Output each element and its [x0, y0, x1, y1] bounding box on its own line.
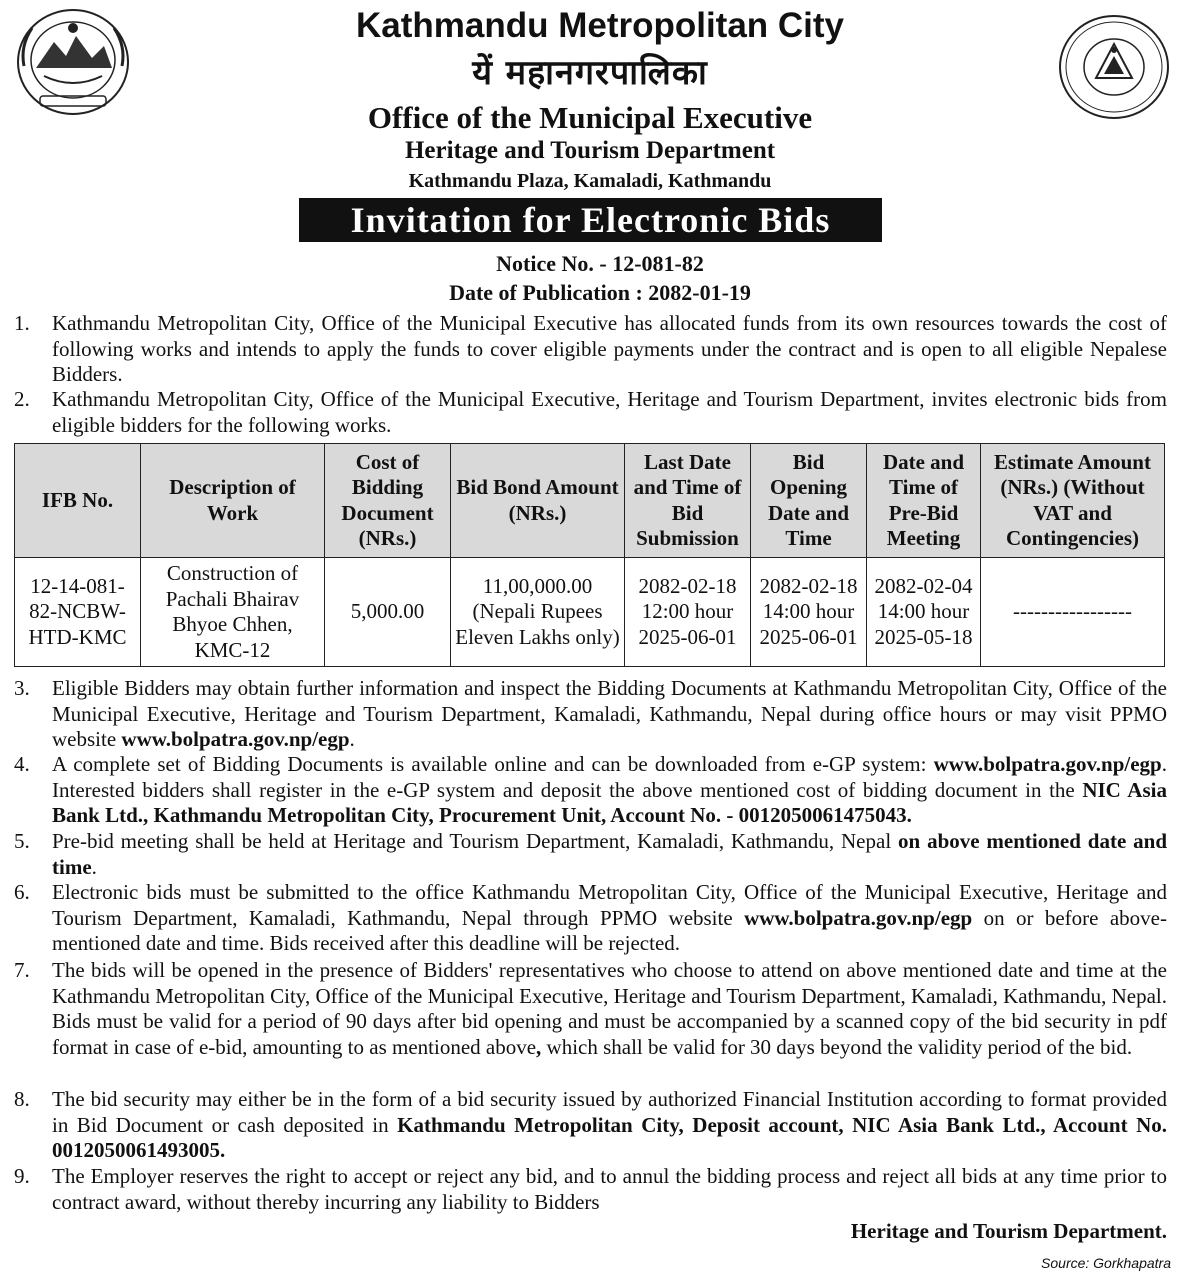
- emphasis-text: ,: [536, 1034, 542, 1059]
- text-run: .: [91, 854, 97, 879]
- paragraph-number: 7.: [14, 958, 30, 982]
- paragraph-text: The Employer reserves the right to accept or reject any bid, and to annul the bidding process and reject all bids at any time prior to contract award, without thereby incurring any liability to Bidders: [52, 1164, 1167, 1214]
- text-run: Pre-bid meeting shall be held at Heritage and Tourism Department, Kamaladi, Kathmandu, Nepal: [52, 829, 899, 853]
- cell-estimate: -----------------: [981, 558, 1165, 667]
- paragraph-8: [14, 1087, 1167, 1164]
- paragraph-text: [52, 1087, 1167, 1164]
- office-title: Office of the Municipal Executive: [367, 100, 813, 135]
- paragraph-2: [14, 387, 1167, 438]
- kmc-seal-icon: [1058, 14, 1170, 120]
- emphasis-text: on above mentioned date and time: [52, 829, 1168, 879]
- header-opening-date: Bid Opening Date and Time: [751, 444, 867, 558]
- cell-ifb-no: 12-14-081-82-NCBW-HTD-KMC: [15, 558, 141, 667]
- paragraph-number: 1.: [14, 311, 30, 335]
- paragraph-number: 4.: [14, 752, 30, 776]
- table-header-row: [15, 444, 1165, 558]
- paragraph-9: [14, 1164, 1167, 1215]
- paragraph-3: [14, 676, 1167, 753]
- header-ifb-no: IFB No.: [15, 444, 141, 558]
- nepal-emblem-icon: [14, 6, 132, 118]
- paragraph-number: 8.: [14, 1087, 30, 1111]
- department-title: Heritage and Tourism Department: [404, 137, 776, 164]
- source-credit: Source: Gorkhapatra: [1041, 1255, 1171, 1271]
- website-link[interactable]: www.bolpatra.gov.np/egp: [121, 727, 350, 752]
- notice-number: Notice No. - 12-081-82: [496, 251, 704, 276]
- website-link[interactable]: www.bolpatra.gov.np/egp: [933, 752, 1162, 776]
- bid-table: [14, 443, 1165, 667]
- text-run: on or before above-mentioned date and time. Bids received after this deadline will be rejected.: [52, 905, 1167, 956]
- header-estimate: Estimate Amount (NRs.) (Without VAT and Contingencies): [981, 444, 1165, 558]
- text-run: .: [349, 727, 355, 752]
- cell-bid-bond: 11,00,000.00 (Nepali Rupees Eleven Lakhs only): [451, 558, 625, 667]
- paragraph-text: [52, 829, 1167, 880]
- invitation-banner: Invitation for Electronic Bids: [299, 198, 882, 242]
- publication-date: Date of Publication : 2082-01-19: [449, 280, 751, 305]
- text-run: The bid security may either be in the form of a bid security issued by authorized Financial Institution according to format provided in Bid Document or cash deposited in: [52, 1087, 1167, 1137]
- header-last-date: Last Date and Time of Bid Submission: [625, 444, 751, 558]
- table-row: [15, 558, 1165, 667]
- city-title: Kathmandu Metropolitan City: [355, 6, 845, 45]
- header-bid-bond: Bid Bond Amount (NRs.): [451, 444, 625, 558]
- cell-last-date: 2082-02-18 12:00 hour 2025-06-01: [625, 558, 751, 667]
- cell-opening-date: 2082-02-18 14:00 hour 2025-06-01: [751, 558, 867, 667]
- cell-prebid-date: 2082-02-04 14:00 hour 2025-05-18: [867, 558, 981, 667]
- deposit-account-text: Kathmandu Metropolitan City, Deposit account, NIC Asia Bank Ltd., Account No. 0012050061493005.: [52, 1112, 1167, 1163]
- paragraph-number: 3.: [14, 676, 30, 700]
- paragraph-number: 5.: [14, 829, 30, 853]
- paragraph-number: 6.: [14, 880, 30, 904]
- paragraph-number: 2.: [14, 387, 30, 411]
- cell-cost: 5,000.00: [325, 558, 451, 667]
- paragraph-7: [14, 958, 1167, 1060]
- paragraph-text: Kathmandu Metropolitan City, Office of the Municipal Executive, Heritage and Tourism Department, invites electronic bids from eligible bidders for the following works.: [52, 387, 1167, 437]
- text-run: Electronic bids must be submitted to the office Kathmandu Metropolitan City, Office of the Municipal Executive, Heritage and Tourism Department, Kamaladi, Kathmandu, Nepal through PPMO website: [52, 880, 1167, 930]
- paragraph-text: [52, 676, 1167, 753]
- text-run: . Interested bidders shall register in the e-GP system and deposit the above mentioned cost of bidding document in the: [52, 752, 1167, 802]
- paragraph-4: [14, 752, 1167, 829]
- header-cost: Cost of Bidding Document (NRs.): [325, 444, 451, 558]
- paragraph-text: [52, 958, 1167, 1060]
- header-prebid-date: Date and Time of Pre-Bid Meeting: [867, 444, 981, 558]
- website-link[interactable]: www.bolpatra.gov.np/egp: [744, 905, 973, 930]
- paragraph-text: Kathmandu Metropolitan City, Office of the Municipal Executive has allocated funds from its own resources towards the cost of following works and intends to apply the funds to cover eligible payments under the contract and is open to all eligible Nepalese Bidders.: [52, 311, 1167, 387]
- paragraph-number: 9.: [14, 1164, 30, 1188]
- text-run: A complete set of Bidding Documents is available online and can be downloaded from e-GP system:: [52, 752, 934, 776]
- paragraph-text: [52, 752, 1167, 829]
- text-run: The bids will be opened in the presence of Bidders' representatives who choose to attend on above mentioned date and time at the Kathmandu Metropolitan City, Office of the Municipal Executive, Heritage and Tourism Department, Kamaladi, Kathmandu, Nepal. Bids must be valid for a period of 90 days after bid opening and must be accompanied by a scanned copy of the bid security in pdf format in case of e-bid, amounting to as mentioned above: [52, 958, 1167, 1059]
- address: Kathmandu Plaza, Kamaladi, Kathmandu: [408, 170, 772, 192]
- city-title-nepali: यें महानगरपालिका: [472, 53, 708, 93]
- bank-account-text: NIC Asia Bank Ltd., Kathmandu Metropolitan City, Procurement Unit, Account No. - 0012050061475043.: [52, 777, 1167, 828]
- cell-description: Construction of Pachali Bhairav Bhyoe Chhen, KMC-12: [141, 558, 325, 667]
- signature-department: Heritage and Tourism Department.: [850, 1219, 1167, 1243]
- header-description: Description of Work: [141, 444, 325, 558]
- paragraph-text: [52, 880, 1167, 957]
- paragraph-6: [14, 880, 1167, 957]
- text-run: Eligible Bidders may obtain further information and inspect the Bidding Documents at Kathmandu Metropolitan City, Office of the Municipal Executive, Heritage and Tourism Department, Kamaladi, Kathmandu, Nepal during office hours or may visit PPMO website: [52, 676, 1167, 752]
- paragraph-1: [14, 311, 1167, 388]
- text-run: which shall be valid for 30 days beyond the validity period of the bid.: [541, 1034, 1133, 1059]
- paragraph-5: [14, 829, 1167, 880]
